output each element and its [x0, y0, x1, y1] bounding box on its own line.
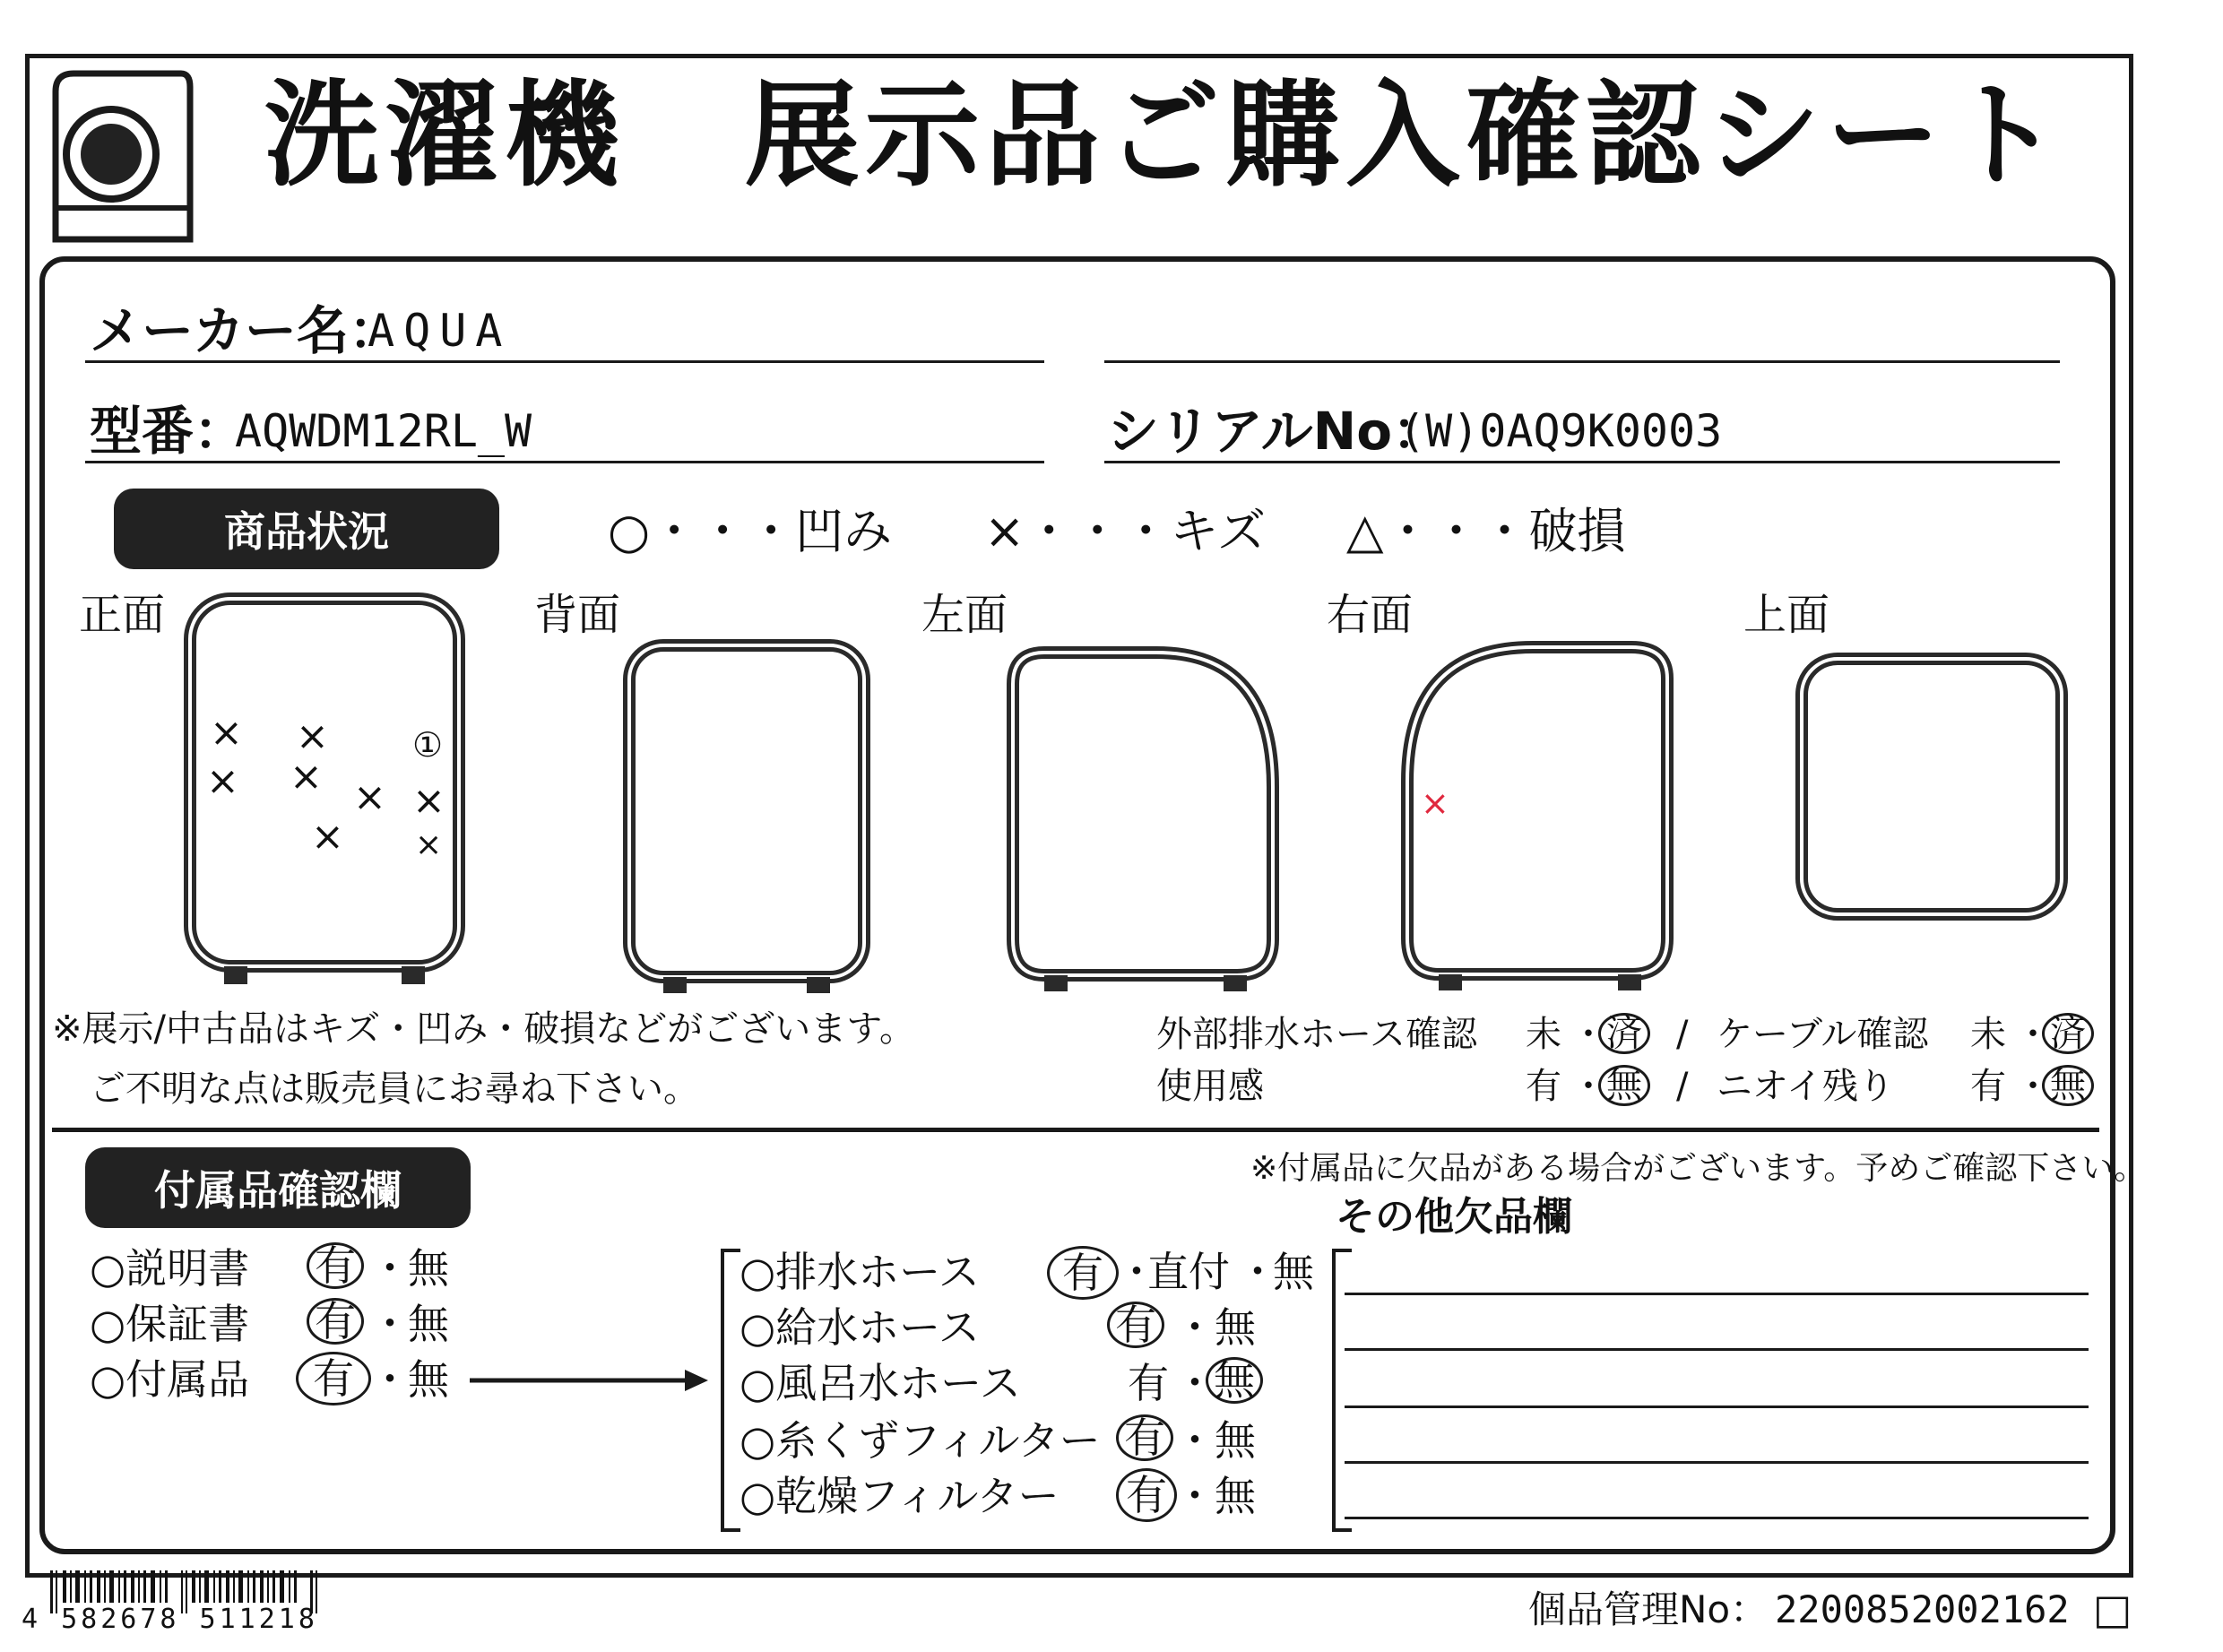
option-yes-circled: 有: [1116, 1468, 1177, 1522]
option-yes-circled: 有: [307, 1298, 364, 1345]
left-view-outline: [1004, 644, 1291, 1002]
option-done-circled: 済: [1598, 1013, 1650, 1054]
maker-value: AQUA: [368, 305, 512, 357]
serial-label: シリアルNo：: [1107, 401, 1445, 462]
model-underline: [85, 461, 1044, 463]
scratch-mark: ×: [353, 774, 386, 820]
accessories-header: 付属品確認欄: [85, 1147, 471, 1228]
option-yes: 有: [1128, 1359, 1169, 1407]
scratch-mark: ×: [311, 814, 344, 860]
option-no: 無: [1215, 1472, 1256, 1520]
option-no: 無: [1215, 1303, 1256, 1352]
item-number-value: 2200852002162: [1775, 1587, 2070, 1631]
model-label: 型番：: [90, 401, 247, 462]
separator: ・: [1116, 1248, 1157, 1296]
disclaimer-note: ※展示/中古品はキズ・凹み・破損などがございます。: [52, 1008, 915, 1050]
legend-damage: △・・・破損: [1346, 503, 1626, 559]
option-yes-circled: 有: [1116, 1414, 1173, 1461]
option-no-circled: 無: [1206, 1357, 1263, 1404]
separator: ・: [1174, 1303, 1215, 1352]
other-missing-line: [1345, 1348, 2089, 1351]
condition-header: 商品状況: [114, 489, 499, 569]
accessory-water-supply-hose: ○給水ホース: [740, 1303, 980, 1352]
scratch-mark: ×: [290, 754, 323, 800]
view-label-right: 右面: [1327, 590, 1414, 640]
cable-check-label: ケーブル確認: [1717, 1014, 1929, 1055]
front-tag: ①: [412, 725, 444, 765]
separator: ・: [1174, 1416, 1215, 1465]
option-no: 無: [1273, 1248, 1314, 1296]
separator: ・: [369, 1300, 411, 1348]
accessory-parts: ○付属品: [90, 1355, 250, 1404]
arrow-right-icon: [468, 1364, 710, 1397]
legend-dent: ○・・・凹み: [608, 503, 893, 559]
accessory-bath-water-hose: ○風呂水ホース: [740, 1359, 1021, 1407]
maker-underline: [85, 360, 1044, 363]
view-label-front: 正面: [79, 590, 166, 640]
bracket: [1328, 1248, 1355, 1533]
option-no: 無: [1215, 1416, 1256, 1465]
option-yes: 有: [1526, 1066, 1561, 1107]
view-label-left: 左面: [921, 590, 1008, 640]
option-not-done: 未: [1526, 1014, 1561, 1055]
ask-staff-note: ご不明な点は販売員にお尋ね下さい。: [90, 1068, 699, 1110]
option-yes-circled: 有: [296, 1352, 371, 1405]
option-no: 無: [408, 1244, 449, 1293]
separator: ・: [1570, 1066, 1606, 1107]
other-missing-line: [1345, 1293, 2089, 1295]
separator-slash: /: [1676, 1066, 1689, 1107]
scratch-mark: ×: [412, 778, 445, 824]
option-no: 無: [408, 1355, 449, 1404]
accessory-warranty: ○保証書: [90, 1300, 250, 1348]
option-direct-attached: 直付: [1147, 1248, 1230, 1296]
separator: ・: [1237, 1248, 1278, 1296]
other-missing-line: [1345, 1405, 2089, 1408]
back-view-outline: [618, 638, 887, 997]
option-yes-circled: 有: [1107, 1302, 1164, 1348]
accessory-lint-filter: ○糸くずフィルター: [740, 1416, 1101, 1465]
maker-label: メーカー名：: [90, 300, 401, 361]
other-missing-line: [1345, 1461, 2089, 1464]
scratch-mark-red: ×: [1421, 783, 1449, 823]
usage-feel-label: 使用感: [1156, 1066, 1264, 1107]
other-missing-header: その他欠品欄: [1336, 1194, 1572, 1240]
accessories-note: ※付属品に欠品がある場合がございます。予めご確認下さい。: [1250, 1150, 2147, 1187]
top-view-outline: [1793, 650, 2080, 928]
view-label-back: 背面: [534, 590, 621, 640]
option-yes: 有: [1970, 1066, 2006, 1107]
scratch-mark: ×: [210, 710, 243, 756]
section-divider: [52, 1128, 2099, 1132]
item-number-label: 個品管理No：: [1528, 1587, 1769, 1631]
blank-underline: [1104, 360, 2060, 363]
footer-checkbox[interactable]: □: [2093, 1585, 2132, 1633]
separator: ・: [369, 1244, 411, 1293]
separator: ・: [1174, 1472, 1215, 1520]
separator: ・: [2015, 1014, 2051, 1055]
accessory-manual: ○説明書: [90, 1244, 250, 1293]
option-no-circled: 無: [2042, 1065, 2094, 1106]
legend-scratch: ×・・・キズ: [984, 503, 1267, 559]
option-no-circled: 無: [1598, 1065, 1650, 1106]
accessory-dryer-filter: ○乾燥フィルター: [740, 1472, 1060, 1520]
odor-label: ニオイ残り: [1717, 1066, 1894, 1107]
separator: ・: [1570, 1014, 1606, 1055]
separator-slash: /: [1676, 1014, 1689, 1055]
other-missing-line: [1345, 1517, 2089, 1519]
washing-machine-icon: [47, 65, 199, 244]
view-label-top: 上面: [1743, 590, 1830, 640]
option-not-done: 未: [1970, 1014, 2006, 1055]
model-value: AQWDM12RL_W: [235, 405, 532, 457]
scratch-mark: ×: [415, 826, 443, 863]
barcode-digits: 4 582678 511218: [22, 1604, 318, 1635]
option-no: 無: [408, 1300, 449, 1348]
serial-value: (W)0AQ9K0003: [1398, 405, 1723, 457]
separator: ・: [2015, 1066, 2051, 1107]
page-title: 洗濯機 展示品ご購入確認シート: [264, 69, 2067, 203]
separator: ・: [369, 1355, 411, 1404]
option-yes-circled: 有: [1047, 1246, 1119, 1300]
accessory-drain-hose: ○排水ホース: [740, 1248, 980, 1296]
separator: ・: [1174, 1359, 1215, 1407]
scratch-mark: ×: [206, 758, 239, 804]
scratch-mark: ×: [296, 714, 329, 759]
option-done-circled: 済: [2042, 1013, 2094, 1054]
option-yes-circled: 有: [307, 1242, 364, 1289]
drain-hose-check-label: 外部排水ホース確認: [1156, 1014, 1477, 1055]
serial-underline: [1104, 461, 2060, 463]
